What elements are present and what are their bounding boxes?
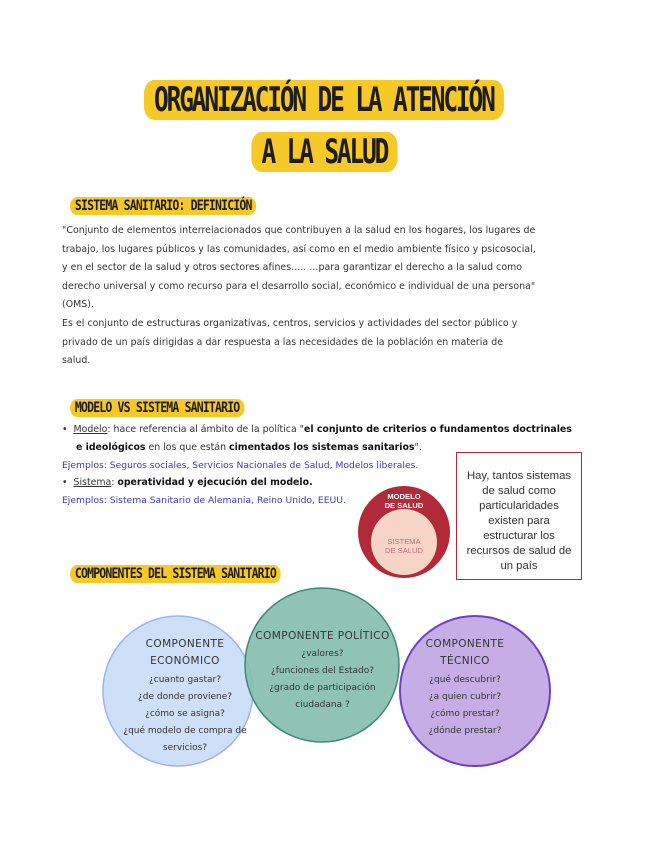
section-heading-modelo-vs-sistema: MODELO VS SISTEMA SANITARIO: [70, 399, 283, 417]
sistema-label: [372, 537, 436, 555]
page-title-line-1: ORGANIZACIÓN DE LA ATENCIÓN: [0, 80, 648, 120]
example-sistema: Ejemplos: Sistema Sanitario de Alemania, Reino Unido, EEUU.: [62, 495, 346, 506]
technical-title: COMPONENTE TÉCNICO: [425, 638, 505, 667]
example-modelo: Ejemplos: Seguros sociales, Servicios Nacionales de Salud, Modelos liberales.: [62, 460, 419, 471]
political-title: COMPONENTE POLÍTICO: [255, 630, 390, 642]
bullet-sistema: • Sistema: operatividad y ejecución del modelo.: [62, 477, 313, 488]
bullet-dot: •: [62, 424, 74, 435]
modelo-label: [372, 492, 436, 510]
modelo-label-text: MODELO DE SALUD: [384, 492, 424, 510]
section-heading-componentes: COMPONENTES DEL SISTEMA SANITARIO: [70, 565, 327, 583]
bullet-modelo: • Modelo: hace referencia al ámbito de la política "el conjunto de criterios o fundamentos doctrinales: [62, 424, 572, 435]
page-title-line-2: A LA SALUD: [0, 132, 648, 172]
technical-questions: ¿qué descubrir? ¿a quien cubrir? ¿cómo prestar? ¿dónde prestar?: [428, 675, 502, 736]
sistema-label-text: SISTEMA DE SALUD: [385, 537, 423, 555]
note-box: Hay, tantos sistemas de salud como particularidades existen para estructurar los recursos de salud de un país: [456, 452, 582, 580]
section-heading-definicion: SISTEMA SANITARIO: DEFINICIÓN: [70, 197, 297, 215]
political-questions: ¿valores? ¿funciones del Estado? ¿grado de participación ciudadana ?: [269, 649, 376, 710]
economic-title: COMPONENTE ECONÓMICO: [145, 638, 225, 667]
bullet-dot: •: [62, 477, 74, 488]
economic-questions: ¿cuanto gastar? ¿de donde proviene? ¿cómo se asigna? ¿qué modelo de compra de servicios?: [123, 675, 247, 753]
bullet-modelo-continuation: e ideológicos en los que están cimentados los sistemas sanitarios".: [76, 442, 422, 453]
definition-paragraph: "Conjunto de elementos interrelacionados que contribuyen a la salud en los hogares, los lugares de trabajo, los lugares públicos y las comunidades, así como en el medio ambiente físico y psicosocial, y en el sector de la salud y otros sectores afines..... ...para garantizar el derecho a la salud como derecho universal y como recurso para el desarrollo social, económico e individual de una persona" (OMS). Es el conjunto de estructuras organizativas, centros, servicios y actividades del sector público y privado de un país dirigidas a dar respuesta a las necesidades de la población en materia de salud.: [62, 225, 536, 367]
